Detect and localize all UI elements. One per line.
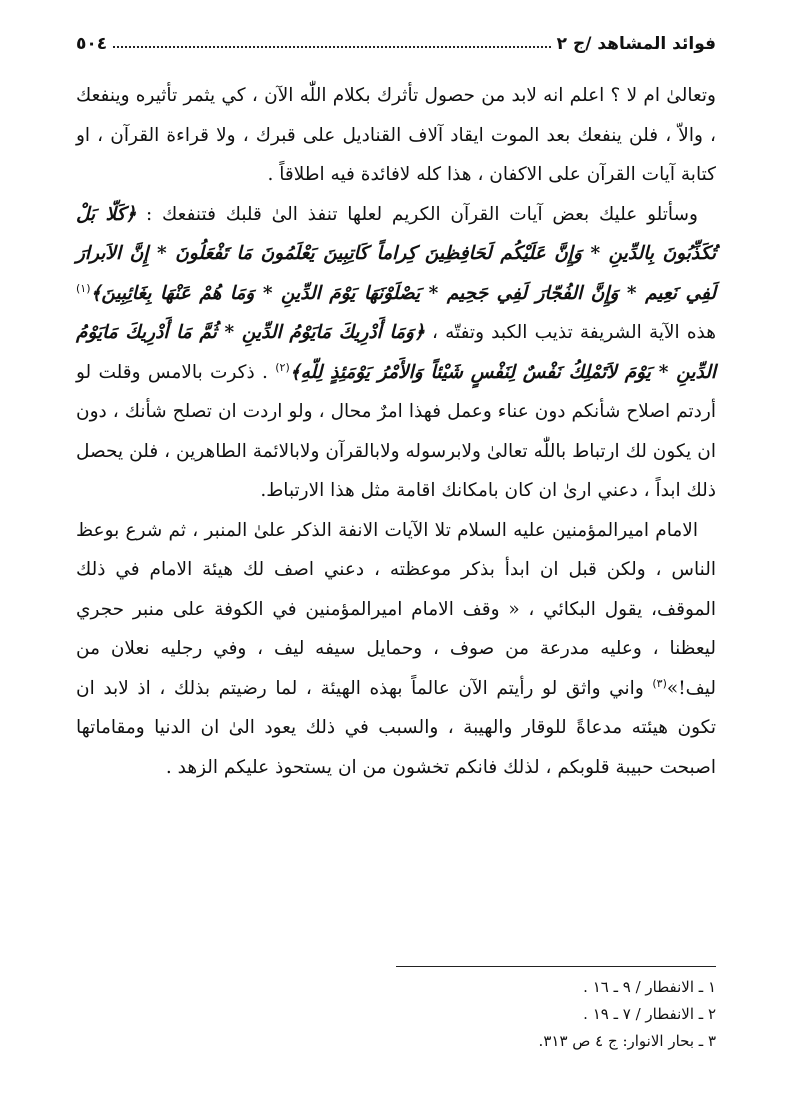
main-text xyxy=(76,76,716,787)
header-leader-dots xyxy=(113,45,551,48)
paragraph-1: وتعالىٰ ام لا ؟ اعلم انه لابد من حصول تأثرك بكلام اللّٰه الآن ، كي يثمر تأثيره وينفعك ، والاّ ، فلن ينفعك بعد الموت ايقاد آلاف القناديل على قبرك ، ولا قراءة القرآن ، او كتابة آيات القرآن على الاكفان ، هذا كله لافائدة فيه اطلاقاً . xyxy=(76,85,716,185)
footnote-3: ٣ ـ بحار الانوار: ج ٤ ص ٣١٣. xyxy=(538,1032,716,1050)
quran-verse-2: ﴿وَمَا أَدْرِيكَ مَايَوْمُ الدِّينِ * ثُمَّ مَا أَدْرِيكَ مَايَوْمُ الدِّينِ * يَوْمَ لاَتَمْلِكُ نَفْسٌ لِنَفْسٍ شَيْئاً وَالأَمْرُ يَوْمَئِذٍ لِلّهِ﴾ xyxy=(76,322,717,383)
footnotes xyxy=(396,974,716,1055)
quran-verse-1: ﴿كَلّا بَلْ تُكَذِّبُونَ بِالدِّينِ * وَإِنَّ عَلَيْكُم لَحَافِظِينَ كِراماً كَاتِبِينَ يَعْلَمُونَ مَا تَفْعَلُونَ * إِنَّ الاَبرارَ لَفِي نَعِيم * وَإِنَّ الفُجّارَ لَفِي جَحِيم * يَصْلَوْنَهَا يَوْمَ الدِّينِ * وَمَا هُمْ عَنْهَا بِغَائِبِينَ﴾ xyxy=(76,203,716,304)
paragraph-2-intro: وسأتلو عليك بعض آيات القرآن الكريم لعلها تنفذ الىٰ قلبك فتنفعك : xyxy=(136,203,698,225)
paragraph-3 xyxy=(76,511,716,788)
footnote-separator xyxy=(396,966,716,967)
running-title: فوائد المشاهد /ج ٢ xyxy=(556,34,716,54)
footnote-ref-3: (٣) xyxy=(652,676,667,690)
footnote-ref-2: (٢) xyxy=(275,360,290,374)
paragraph-2 xyxy=(76,195,716,511)
footnote-ref-1: (١) xyxy=(76,281,91,295)
footnote-2: ٢ ـ الانفطار / ٧ ـ ١٩ . xyxy=(583,1005,716,1023)
paragraph-3-end: واني واثق لو رأيتم الآن عالماً بهذه الهيئة ، لما رضيتم بذلك ، اذ لابد ان تكون هيئته مدعاةً للوقار والهيبة ، والسبب في ذلك يعود الىٰ ان الدنيا ومقاماتها اصبحت حبيبة قلوبكم ، لذلك فانكم تخشون من ان يستحوذ عليكم الزهد . xyxy=(76,677,716,778)
paragraph-2-middle: هذه الآية الشريفة تذيب الكبد وتفتّه ، xyxy=(424,322,716,343)
footnote-1: ١ ـ الانفطار / ٩ ـ ١٦ . xyxy=(583,978,716,996)
paragraph-2-end: . ذكرت بالامس وقلت لو أردتم اصلاح شأنكم دون عناء وعمل فهذا امرٌ محال ، ولو اردت ان تصلح شأنك ، دون ان يكون لك ارتباط باللّٰه تعالىٰ ولابرسوله ولابالقرآن ولابالائمة الطاهرين ، فلن يحصل ذلك ابداً ، دعني ارىٰ ان كان بامكانك اقامة مثل هذا الارتباط. xyxy=(76,361,716,501)
page-number: ٥٠٤ xyxy=(76,34,108,54)
page-header xyxy=(76,24,716,54)
paragraph-3-start: الامام اميرالمؤمنين عليه السلام تلا الآيات الانفة الذكر علىٰ المنبر ، ثم شرع بوعظ الناس ، ولكن قبل ان ابدأ بذكر موعظته ، دعني اصف لك هيئة الامام في ذلك الموقف، يقول البكائي ، « وقف الامام اميرالمؤمنين في الكوفة على منبر حجري ليعظنا ، وعليه مدرعة من صوف ، وحمايل سيفه ليف ، وفي رجليه نعلان من ليف!» xyxy=(76,519,716,699)
